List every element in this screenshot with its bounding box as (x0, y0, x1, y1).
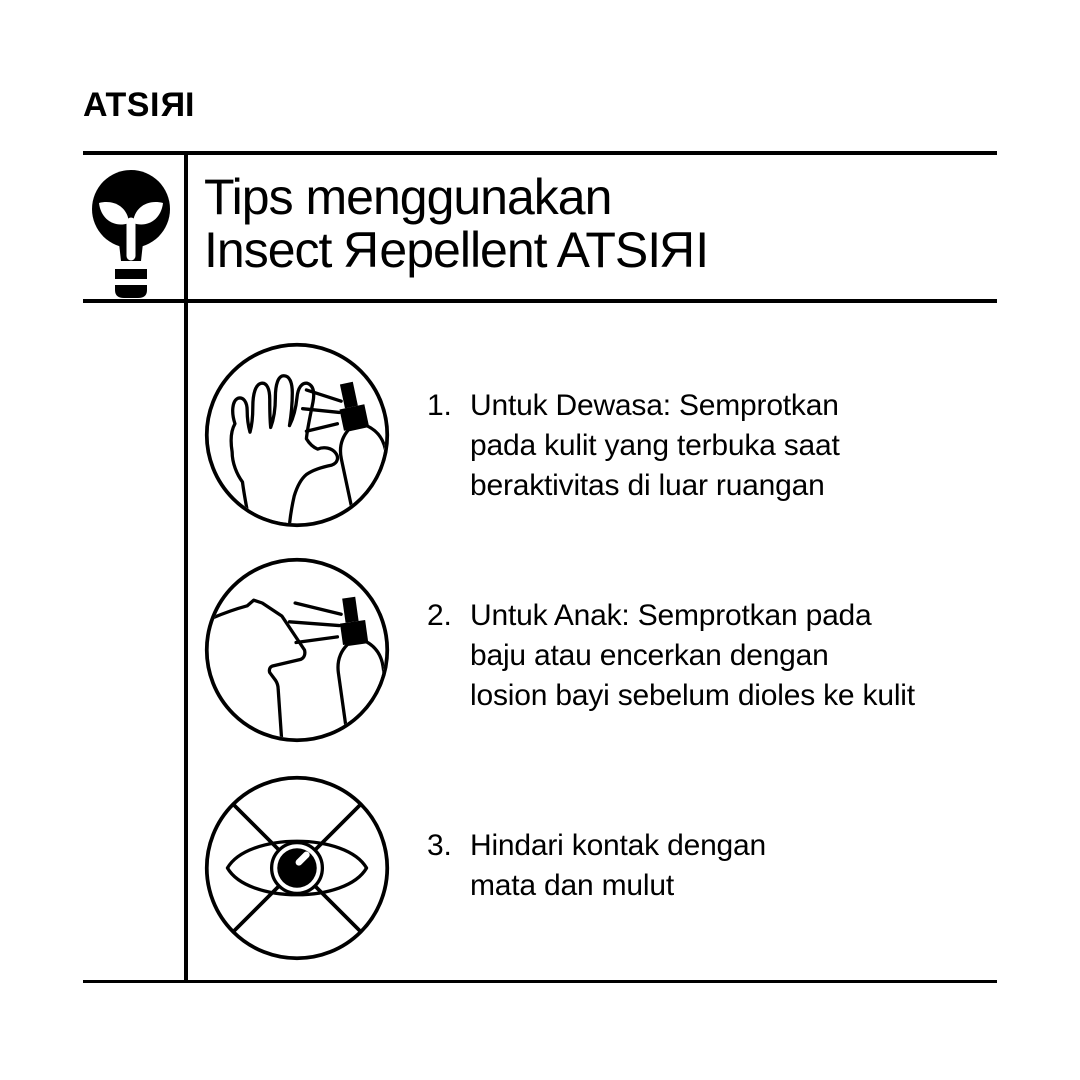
tip-item-2 (427, 596, 915, 716)
divider-bottom (83, 980, 997, 983)
brand-logo-mirrored-r: R (159, 86, 185, 124)
page-title-line1: Tips menggunakan (204, 169, 612, 225)
spray-on-clothes-icon (203, 556, 391, 744)
divider-vertical (184, 151, 188, 983)
tip-body (470, 386, 840, 506)
brand-logo (83, 88, 195, 122)
brand-logo-text: ATSI (83, 86, 160, 124)
brand-logo-text-end: I (185, 86, 195, 124)
tip-line: Untuk Dewasa: Semprotkan (470, 389, 839, 422)
tip-line: mata dan mulut (470, 869, 674, 902)
title-mirrored-r: R (660, 222, 696, 278)
page-title-line2 (204, 224, 708, 277)
tip-line: Untuk Anak: Semprotkan pada (470, 599, 872, 632)
title-mirrored-r: R (344, 222, 380, 278)
tip-number: 2. (427, 599, 452, 632)
tip-body (470, 596, 915, 716)
tip-item-3 (427, 826, 766, 906)
tip-line: beraktivitas di luar ruangan (470, 469, 825, 502)
tip-number: 3. (427, 829, 452, 862)
lightbulb-sprout-icon (91, 168, 171, 299)
tip-line: Hindari kontak dengan (470, 829, 767, 862)
tip-body (470, 826, 766, 906)
page-title (204, 171, 708, 277)
spray-on-hand-icon (203, 341, 391, 529)
tip-line: losion bayi sebelum dioles ke kulit (470, 679, 915, 712)
tip-line: baju atau encerkan dengan (470, 639, 829, 672)
tip-line: pada kulit yang terbuka saat (470, 429, 840, 462)
divider-header-bottom (83, 299, 997, 303)
title-seg: I (695, 222, 709, 278)
divider-top (83, 151, 997, 155)
tip-item-1 (427, 386, 840, 506)
title-seg: Insect (204, 222, 345, 278)
tip-number: 1. (427, 389, 452, 422)
avoid-eyes-mouth-icon (203, 774, 391, 962)
title-seg: epellent ATSI (379, 222, 661, 278)
